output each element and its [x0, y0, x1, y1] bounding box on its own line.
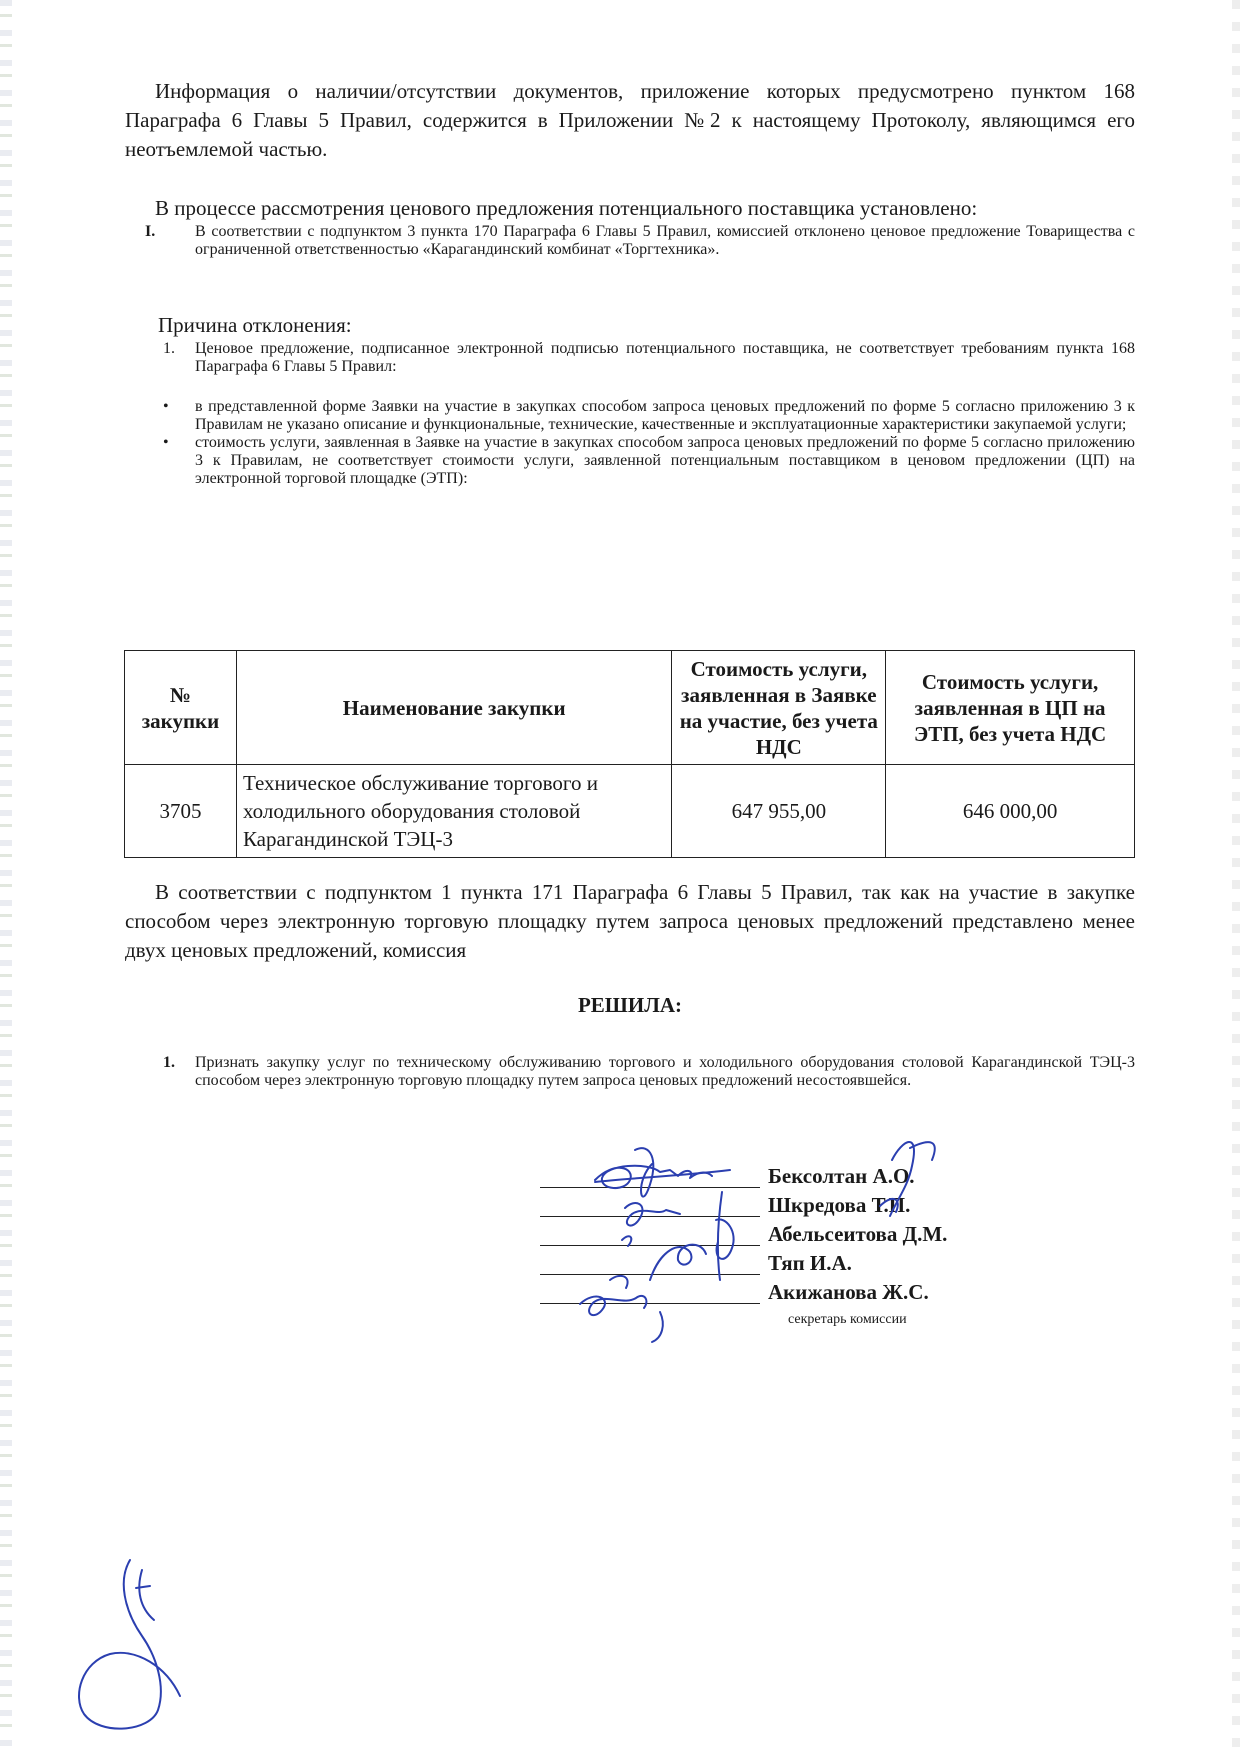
- bullet-glyph: •: [163, 434, 169, 451]
- signatory-name: Бексолтан А.О.: [768, 1164, 915, 1188]
- signatory-name: Тяп И.А.: [768, 1251, 852, 1275]
- bullet-glyph: •: [163, 398, 169, 415]
- bullet-text: в представленной форме Заявки на участие в закупках способом запроса ценовых предложений по форме 5 согласно приложению 3 к Правилам не указано описание и функциональные, технические, качественные и эксплуатационные характеристики закупаемой услуги;: [195, 398, 1135, 433]
- handwritten-initial: [70, 1550, 210, 1740]
- price-comparison-table: [124, 650, 1135, 858]
- roman-item-number: I.: [145, 223, 156, 240]
- bullet-item: [125, 434, 1135, 488]
- cell-purchase-name: Техническое обслуживание торгового и холодильного оборудования столовой Карагандинской ТЭЦ-3: [236, 765, 671, 858]
- signatory-name: Шкредова Т.П.: [768, 1193, 911, 1217]
- reason-bullets: [125, 398, 1135, 488]
- scan-edge-left: [0, 0, 12, 1754]
- bullet-item: [125, 398, 1135, 434]
- scan-edge-right: [1232, 0, 1240, 1754]
- decision-item-number: 1.: [163, 1054, 175, 1071]
- info-paragraph: Информация о наличии/отсутствии документов, приложение которых предусмотрено пунктом 168 Параграфа 6 Главы 5 Правил, содержится в Приложении №2 к настоящему Протоколу, являющимся его неотъемлемой частью.: [125, 79, 1135, 161]
- secretary-role: секретарь комиссии: [788, 1312, 907, 1327]
- header-purchase-number: № закупки: [125, 651, 237, 765]
- rejection-reason-label: Причина отклонения:: [158, 313, 352, 337]
- signatory-name: Акижанова Ж.С.: [768, 1280, 929, 1304]
- reason-item-number: 1.: [163, 340, 175, 357]
- cell-etp-cost: 646 000,00: [886, 765, 1135, 858]
- decision-intro-paragraph: В соответствии с подпунктом 1 пункта 171 Параграфа 6 Главы 5 Правил, так как на участие в закупке способом через электронную торговую площадку путем запроса ценовых предложений представлено менее двух ценовых предложений, комиссия: [125, 880, 1135, 962]
- roman-list-item: [125, 223, 1135, 259]
- reason-list-item: [125, 340, 1135, 376]
- table-row: [125, 765, 1135, 858]
- header-application-cost: Стоимость услуги, заявленная в Заявке на участие, без учета НДС: [672, 651, 886, 765]
- signatory-name: Абельсеитова Д.М.: [768, 1222, 948, 1246]
- bullet-text: стоимость услуги, заявленная в Заявке на участие в закупках способом запроса ценовых предложений по форме 5 согласно приложению 3 к Правилам, не соответствует стоимости услуги, заявленной потенциальным поставщиком в ценовом предложении (ЦП) на электронной торговой площадке (ЭТП):: [195, 434, 1135, 487]
- decision-item-text: Признать закупку услуг по техническому обслуживанию торгового и холодильного оборудования столовой Карагандинской ТЭЦ-3 способом через электронную торговую площадку путем запроса ценовых предложений несостоявшейся.: [195, 1054, 1135, 1089]
- header-etp-cost: Стоимость услуги, заявленная в ЦП на ЭТП, без учета НДС: [886, 651, 1135, 765]
- header-purchase-name: Наименование закупки: [236, 651, 671, 765]
- cell-application-cost: 647 955,00: [672, 765, 886, 858]
- cell-purchase-number: 3705: [125, 765, 237, 858]
- decision-list-item: [125, 1054, 1135, 1090]
- roman-item-text: В соответствии с подпунктом 3 пункта 170 Параграфа 6 Главы 5 Правил, комиссией отклонено ценовое предложение Товарищества с ограниченной ответственностью «Карагандинский комбинат «Торгтехника».: [195, 223, 1135, 258]
- process-paragraph: В процессе рассмотрения ценового предложения потенциального поставщика установлено:: [155, 196, 978, 220]
- decision-heading: РЕШИЛА:: [577, 993, 683, 1017]
- reason-item-text: Ценовое предложение, подписанное электронной подписью потенциального поставщика, не соответствует требованиям пункта 168 Параграфа 6 Главы 5 Правил:: [195, 340, 1135, 375]
- table-header-row: [125, 651, 1135, 765]
- handwritten-signatures: [540, 1120, 1000, 1350]
